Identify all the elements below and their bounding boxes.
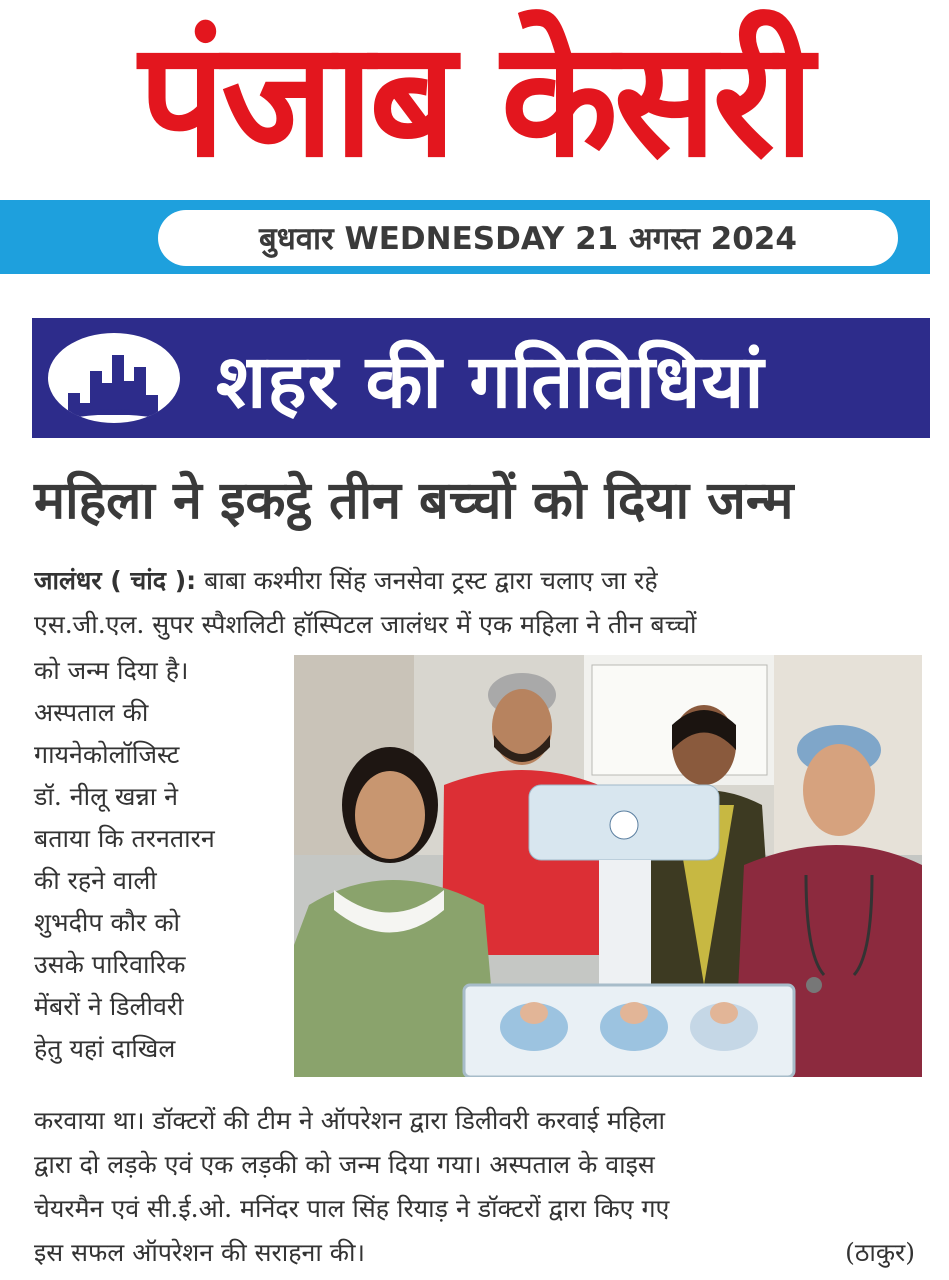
article-column-line: अस्पताल की <box>34 698 149 727</box>
article-line-1-rest: बाबा कश्मीरा सिंह जनसेवा ट्रस्ट द्वारा चलाए जा रहे <box>196 566 658 595</box>
article-column-line: गायनेकोलॉजिस्ट <box>34 740 180 769</box>
article-credit: (ठाकुर) <box>845 1238 915 1267</box>
article-headline: महिला ने इकट्ठे तीन बच्चों को दिया जन्म <box>34 471 794 531</box>
article-line: चेयरमैन एवं सी.ई.ओ. मनिंदर पाल सिंह रियाड़ ने डॉक्टरों द्वारा किए गए <box>34 1194 670 1223</box>
masthead <box>0 0 949 200</box>
article-line: इस सफल ऑपरेशन की सराहना की। <box>34 1238 365 1267</box>
article-line <box>34 560 934 602</box>
section-banner <box>32 318 930 438</box>
article-column-line: हेतु यहां दाखिल <box>34 1034 176 1063</box>
issue-date: बुधवार WEDNESDAY 21 अगस्त 2024 <box>158 210 898 266</box>
city-buildings-icon <box>48 333 180 423</box>
article-column-line: बताया कि तरनतारन <box>34 824 215 853</box>
article-column-line: उसके पारिवारिक <box>34 950 186 979</box>
article-dateline: जालंधर ( चांद ): <box>34 566 197 595</box>
article-column-line: शुभदीप कौर को <box>34 908 180 937</box>
article-column-line: डॉ. नीलू खन्ना ने <box>34 782 178 811</box>
article-column-line: की रहने वाली <box>34 866 157 895</box>
article-line: करवाया था। डॉक्टरों की टीम ने ऑपरेशन द्वारा डिलीवरी करवाई महिला <box>34 1106 666 1135</box>
article-column-line: को जन्म दिया है। <box>34 656 189 685</box>
newspaper-title: पंजाब केसरी <box>138 6 811 193</box>
article-line: द्वारा दो लड़के एवं एक लड़की को जन्म दिया गया। अस्पताल के वाइस <box>34 1150 655 1179</box>
section-title: शहर की गतिविधियां <box>216 338 765 425</box>
article-column-line: मेंबरों ने डिलीवरी <box>34 992 184 1021</box>
article-line: एस.जी.एल. सुपर स्पैशलिटी हॉस्पिटल जालंधर में एक महिला ने तीन बच्चों <box>34 610 697 639</box>
article-photo <box>294 655 922 1077</box>
